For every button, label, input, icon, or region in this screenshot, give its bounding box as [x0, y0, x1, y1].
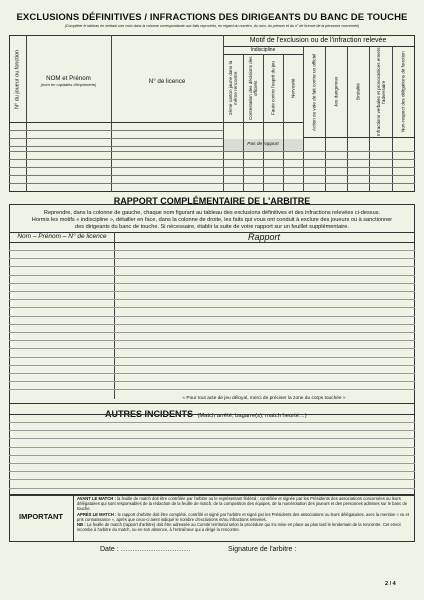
- col-header-name: [27, 75, 110, 87]
- instruction-line: Reprendre, dans la colonne de gauche, chaque nom figurant au tableau des exclusions définitives et des infractions relevées ci-dessus.: [43, 210, 381, 216]
- motif-label-infractions-verbales: Infractions verbales et provocatrices envers l'adversaire: [376, 47, 386, 137]
- ruled-line: [9, 307, 415, 308]
- important-text: [77, 496, 411, 532]
- motif-label-obligations: Non-respect des obligations de fonction: [400, 51, 406, 133]
- incidents-header: [105, 404, 405, 422]
- ruled-line: [9, 365, 415, 366]
- ruled-line: [9, 250, 415, 251]
- motif-label-brutalite: Brutalité: [355, 83, 361, 101]
- column-line: [303, 46, 304, 192]
- important-paragraph: [77, 496, 411, 512]
- ruled-line: [9, 373, 415, 374]
- ruled-line: [9, 340, 415, 341]
- ruled-line: [9, 447, 415, 448]
- table-row[interactable]: [9, 122, 223, 123]
- col-header-name-label: NOM et Prénom: [46, 75, 91, 82]
- table-row[interactable]: [9, 151, 415, 152]
- important-paragraph: [77, 512, 411, 522]
- rapport-instructions: [12, 210, 412, 232]
- table-row[interactable]: [9, 138, 223, 139]
- important-p1-body: la feuille de match doit être contrôlée par l'arbitre ou le représentant fédéral ; contrôlée et signée par les Présidents des associations concernées ou leurs délégataires qui sont responsables de la rédaction de la feuille de match, de la composition des équipes, de la numérotation des joueurs et des personnes admises sur le banc de touche.: [77, 496, 408, 512]
- ruled-line: [9, 471, 415, 472]
- important-p2-body: le rapport d'arbitre doit être complété, contrôlé et signé par l'arbitre et signé par les Présidents des associations ou leurs délégataires, avec la mention « vu et pris connaissance », après que ceux-ci aient indiqué le nombre d'exclusions et/ou infractions relevées.: [77, 511, 410, 522]
- table-row[interactable]: [9, 167, 415, 168]
- col-header-licence: N° de licence: [148, 78, 186, 85]
- column-line: [283, 54, 284, 192]
- ruled-line: [9, 324, 415, 325]
- ruled-line: [9, 381, 415, 382]
- column-line: [392, 46, 393, 192]
- ruled-line: [9, 283, 415, 284]
- divider: [9, 242, 415, 243]
- rapport-box: [9, 204, 415, 496]
- ruled-line: [9, 275, 415, 276]
- ruled-line: [9, 389, 415, 390]
- ruled-line: [9, 422, 415, 423]
- motif-label-esprit: Faute contre l'esprit du jeu: [270, 61, 276, 115]
- motif-group-header: Motif de l'exclusion ou de l'infraction relevée: [249, 37, 387, 44]
- table-row[interactable]: [303, 137, 415, 138]
- ruled-line: [9, 266, 415, 267]
- ruled-line: [9, 357, 415, 358]
- instruction-line: Hormis les motifs « indiscipline », détailler en face, dans la colonne de droite, les faits qui vous ont conduit à exclure des joueurs ou à sanctionner: [31, 217, 393, 224]
- ruled-line: [9, 488, 415, 489]
- ruled-line: [9, 332, 415, 333]
- table-row[interactable]: [9, 159, 415, 160]
- ruled-line: [9, 348, 415, 349]
- ruled-line: [9, 455, 415, 456]
- table-row[interactable]: [9, 146, 223, 147]
- table-row[interactable]: [9, 183, 415, 184]
- column-line: [223, 35, 224, 192]
- important-paragraph: [77, 522, 411, 532]
- date-field[interactable]: [100, 546, 191, 553]
- pas-de-rapport-label: Pas de rapport: [223, 139, 303, 151]
- col-header-number: N° du joueur ou fonction: [14, 49, 21, 109]
- motif-label-contestation: Contestation des décisions des officiels: [248, 56, 258, 120]
- column-line: [26, 35, 27, 192]
- page-title: EXCLUSIONS DÉFINITIVES / INFRACTIONS DES DIRIGEANTS DU BANC DE TOUCHE: [16, 12, 408, 23]
- rapport-col-left-header: Nom – Prénom – N° de licence: [17, 233, 107, 240]
- ruled-line: [9, 258, 415, 259]
- column-line: [369, 46, 370, 192]
- ruled-line: [9, 463, 415, 464]
- signature-label: Signature de l'arbitre :: [228, 546, 297, 553]
- ruled-line: [9, 438, 415, 439]
- rapport-title: RAPPORT COMPLÉMENTAIRE DE L'ARBITRE: [113, 196, 311, 206]
- column-line: [347, 46, 348, 192]
- ruled-line: [9, 291, 415, 292]
- incidents-title: AUTRES INCIDENTS: [105, 409, 194, 419]
- motif-label-voie-de-fait: Action ou voie de fait contre un officiel: [311, 53, 317, 131]
- indiscipline-label: Indiscipline: [250, 47, 276, 53]
- important-p3-heading: NB :: [77, 522, 86, 528]
- ruled-line: [9, 430, 415, 431]
- table-row[interactable]: [9, 175, 415, 176]
- date-label: Date :: [100, 546, 119, 553]
- important-p2-heading: APRÈS LE MATCH :: [77, 511, 117, 517]
- column-line: [73, 494, 74, 542]
- ruled-line: [9, 299, 415, 300]
- page-number: 2 / 4: [385, 581, 396, 587]
- motif-label-nervosite: Nervosité: [290, 78, 296, 98]
- important-p3-body: La feuille de match (rapport d'arbitre) doit être adressée au Comité territorial selon la procédure qui s'a mise en place au plus tard le lendemain de la rencontre. Cet envoi incombe à l'arbitre du match, ou en son absence, à l'entraîneur qui a dirigé la rencontre.: [77, 522, 401, 533]
- motif-label-jeu-dangereux: Jeu dangereux: [333, 76, 339, 108]
- page-subtitle: (Compléter le tableau en mettant une croix dans la colonne correspondante aux faits reprochés, en regard du numéro, du nom, du prénom et du n° de licence de la personne concernée): [64, 24, 360, 28]
- instruction-line: des dirigeants du banc de touche. Si nécessaire, établir la suite de votre rapport sur un feuillet supplémentaire.: [75, 224, 349, 231]
- rapport-col-right-header: Rapport: [247, 232, 281, 242]
- table-row[interactable]: [9, 130, 223, 131]
- important-label: IMPORTANT: [18, 512, 64, 521]
- rapport-note: « Pour tout acte de jeu déloyal, merci de préciser la zone du corps touchée »: [182, 396, 346, 401]
- divider: [9, 414, 415, 415]
- incidents-subtitle: (Match arrêté, bagarre(s), match heurté…): [197, 413, 307, 419]
- col-header-name-sublabel: (nom en capitales d'imprimerie): [40, 82, 97, 87]
- column-line: [263, 54, 264, 192]
- column-line: [111, 35, 112, 192]
- date-dots: …………………………: [120, 546, 191, 553]
- column-line: [325, 46, 326, 192]
- ruled-line: [9, 479, 415, 480]
- important-p1-heading: AVANT LE MATCH :: [77, 496, 116, 501]
- ruled-line: [9, 316, 415, 317]
- motif-label-yellow-card: 2ème carton jaune dans la même rencontre: [228, 60, 238, 116]
- column-line: [243, 54, 244, 192]
